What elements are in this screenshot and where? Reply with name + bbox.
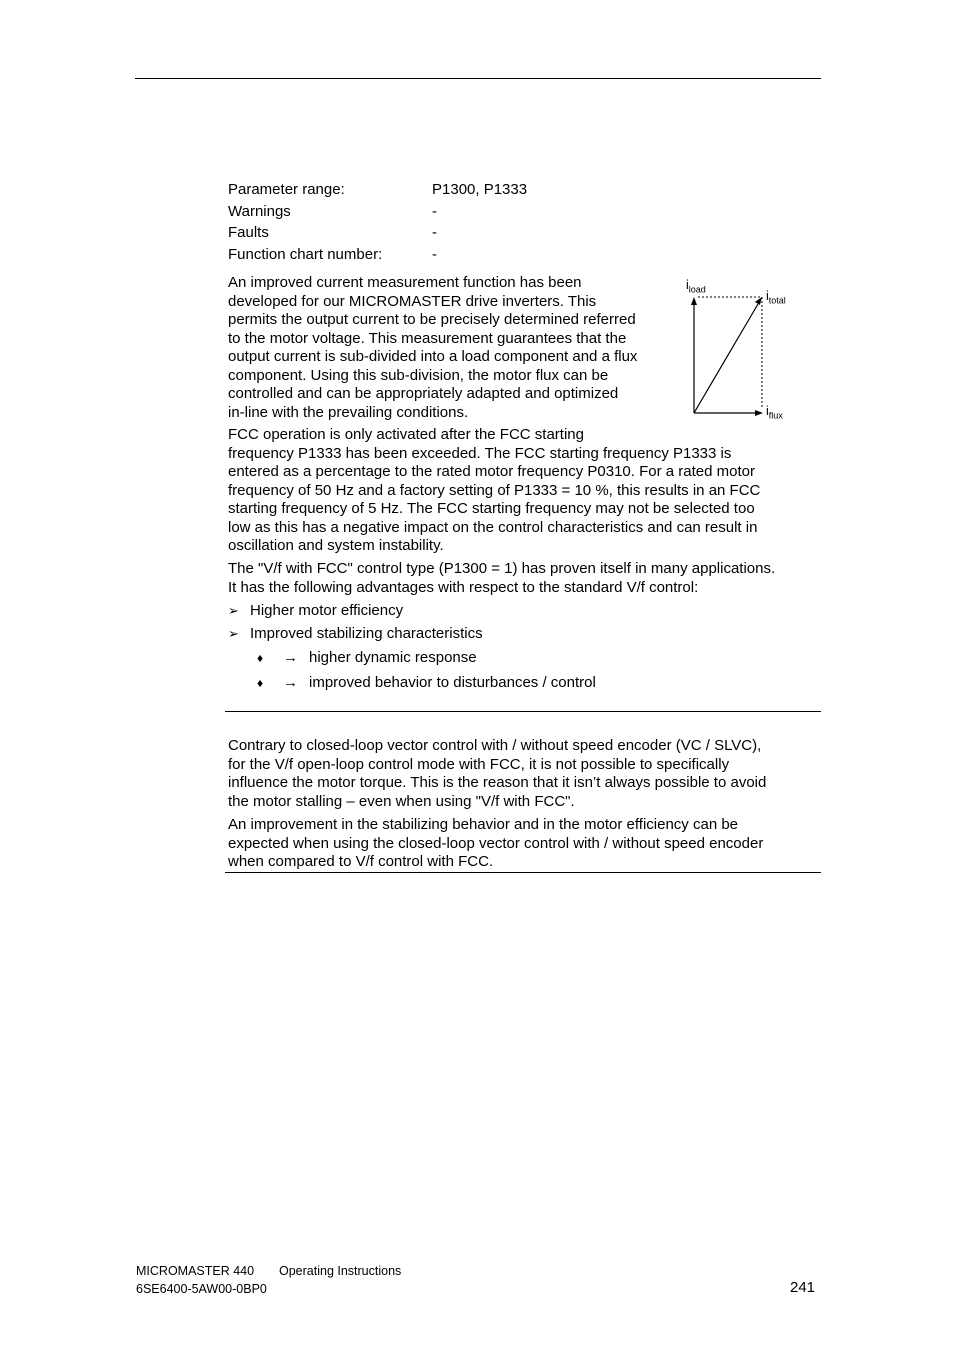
text-line: It has the following advantages with respect to the standard V/f control: (228, 578, 699, 596)
note-paragraph-1 (228, 737, 828, 811)
text-line: controlled and can be appropriately adapted and optimized (228, 385, 619, 402)
param-label: Function chart number: (228, 246, 383, 263)
list-item-text: improved behavior to disturbances / control (309, 674, 596, 691)
vf-fcc-paragraph (228, 560, 828, 597)
diamond-bullet-icon: ♦ (257, 651, 264, 665)
diamond-bullet-icon: ♦ (257, 676, 264, 690)
text-line: developed for our MICROMASTER drive inverters. This (228, 292, 597, 310)
param-value: P1300, P1333 (432, 181, 528, 198)
current-vector-diagram (684, 276, 794, 422)
text-line: to the motor voltage. This measurement guarantees that the (228, 329, 627, 347)
text-line: starting frequency of 5 Hz. The FCC starting frequency may not be selected too (228, 500, 755, 517)
intro-paragraph (228, 274, 673, 422)
i-total-label (766, 288, 786, 309)
right-arrow-icon: → (283, 649, 298, 666)
param-value: - (432, 203, 437, 220)
text-line: low as this has a negative impact on the control characteristics and can result in (228, 518, 758, 536)
list-item (228, 602, 403, 620)
i-total-symbol: i (766, 289, 769, 303)
i-load-label (686, 277, 706, 298)
text-line: influence the motor torque. This is the reason that it isn’t always possible to avoid (228, 774, 767, 791)
header-rule (135, 78, 821, 79)
footer-product: MICROMASTER 440 (136, 1264, 255, 1278)
text-line: frequency P1333 has been exceeded. The FCC starting frequency P1333 is (228, 444, 732, 462)
arrowhead-bullet-icon: ➢ (228, 626, 239, 641)
footer-doc-type: Operating Instructions (279, 1264, 402, 1278)
page-number: 241 (790, 1279, 816, 1296)
arrowhead-bullet-icon: ➢ (228, 603, 239, 618)
text-line: entered as a percentage to the rated motor frequency P0310. For a rated motor (228, 463, 755, 480)
note-paragraph-2 (228, 816, 828, 872)
i-flux-symbol: i (766, 404, 769, 418)
list-item-text: Higher motor efficiency (250, 602, 404, 619)
param-value: - (432, 224, 437, 241)
text-line: component. Using this sub-division, the motor flux can be (228, 366, 609, 384)
text-line: An improvement in the stabilizing behavior and in the motor efficiency can be (228, 816, 739, 833)
text-line: oscillation and system instability. (228, 537, 444, 554)
text-line: frequency of 50 Hz and a factory setting of P1333 = 10 %, this results in an FCC (228, 481, 761, 499)
footer-order-number: 6SE6400-5AW00-0BP0 (136, 1282, 267, 1296)
text-line: An improved current measurement function has been (228, 274, 582, 291)
text-line: FCC operation is only activated after the FCC starting (228, 426, 584, 443)
i-flux-subscript: flux (768, 410, 783, 421)
right-arrow-icon: → (283, 674, 298, 691)
param-label: Faults (228, 224, 269, 241)
param-label: Warnings (228, 203, 291, 220)
param-label: Parameter range: (228, 181, 345, 198)
list-item-text: Improved stabilizing characteristics (250, 625, 483, 642)
i-flux-label (766, 403, 783, 424)
text-line: output current is sub-divided into a load component and a flux (228, 348, 638, 365)
text-line: when compared to V/f control with FCC. (228, 853, 494, 870)
note-top-rule (225, 711, 821, 712)
text-line: permits the output current to be precisely determined referred (228, 311, 636, 328)
text-line: Contrary to closed-loop vector control with / without speed encoder (VC / SLVC), (228, 737, 762, 754)
list-item (257, 674, 596, 692)
list-item (228, 625, 483, 643)
text-line: in-line with the prevailing conditions. (228, 403, 469, 421)
list-item (257, 649, 477, 667)
i-load-symbol: i (686, 278, 689, 292)
param-value: - (432, 246, 437, 263)
note-bottom-rule (225, 872, 821, 873)
i-total-subscript: total (768, 295, 786, 306)
i-load-subscript: load (688, 284, 706, 295)
text-line: expected when using the closed-loop vector control with / without speed encoder (228, 834, 764, 852)
text-line: the motor stalling – even when using "V/f with FCC". (228, 792, 575, 810)
text-line: for the V/f open-loop control mode with FCC, it is not possible to specifically (228, 755, 730, 773)
fcc-paragraph (228, 426, 828, 556)
text-line: The "V/f with FCC" control type (P1300 = 1) has proven itself in many applications. (228, 560, 776, 577)
list-item-text: higher dynamic response (309, 649, 477, 666)
